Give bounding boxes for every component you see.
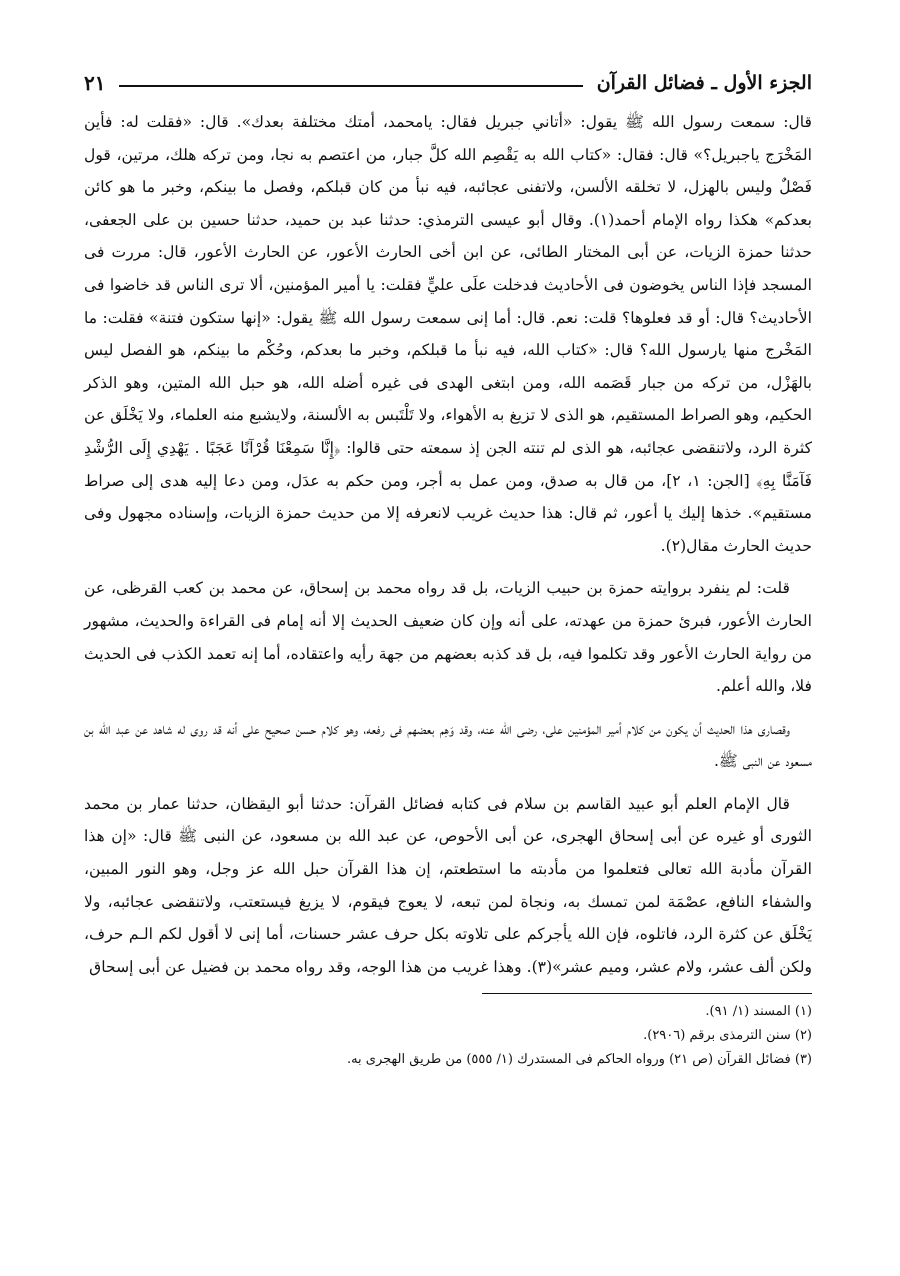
paragraph-1: قال: سمعت رسول الله ﷺ يقول: «أتاني جبريل فقال: يامحمد، أمتك مختلفة بعدك». قال: «فقلت له: فأين المَخْرَج ياجبريل؟» قال: فقال: «كتاب الله به يَقْصِم الله كلَّ جبار، من اعتصم به نجا، ومن تركه هلك، مرتين، قول فَصْلٌ وليس بالهزل، لا تخلقه الألسن، ولاتفنى عجائبه، فيه نبأ من كان قبلكم، وفصل ما بينكم، وخبر ما هو كائن بعدكم» هكذا رواه الإمام أحمد(١). وقال أبو عيسى الترمذي: حدثنا عبد بن حميد، حدثنا حسين بن على الجعفى، حدثنا حمزة الزيات، عن أبى المختار الطائى، عن ابن أخى الحارث الأعور، عن الحارث الأعور، قال: مررت فى المسجد فإذا الناس يخوضون فى الأحاديث فدخلت علَى عليٍّ فقلت: يا أمير المؤمنين، ألا ترى الناس قد خاضوا فى الأحاديث؟ قال: أو قد فعلوها؟ قلت: نعم. قال: أما إنى سمعت رسول الله ﷺ يقول: «إنها ستكون فتنة» فقلت: ما المَخْرج منها يارسول الله؟ قال: «كتاب الله، فيه نبأ ما قبلكم، وخبر ما بعدكم، وحُكْم ما بينكم، هو الفصل ليس بالهَزْل، من تركه من جبار قَصَمه الله، ومن ابتغى الهدى فى غيره أضله الله، هو حبل الله المتين، وهو الذكر الحكيم، وهو الصراط المستقيم، هو الذى لا تزيغ به الأهواء، ولا تَلْتَبس به الألسنة، ولايشبع منه العلماء، ولا يَخْلَق عن كثرة الرد، ولاتنقضى عجائبه، هو الذى لم تنته الجن إذ سمعته حتى قالوا: ﴿إِنَّا سَمِعْنَا قُرْآنًا عَجَبًا . يَهْدِي إِلَى الرُّشْدِ فَآمَنَّا بِهِ﴾ [الجن: ١، ٢]، من قال به صدق، ومن عمل به أجر، ومن حكم به عدَل، ومن دعا إليه هدى إلى صراط مستقيم». خذها إليك يا أعور، ثم قال: هذا حديث غريب لانعرفه إلا من حديث حمزة الزيات، وإسناده مجهول وفى حديث الحارث مقال(٢). xyxy=(84,113,812,555)
footnote-3: (٣) فضائل القرآن (ص ٢١) ورواه الحاكم فى المستدرك (١/ ٥٥٥) من طريق الهجرى به. xyxy=(346,1052,812,1068)
body-text xyxy=(84,106,812,983)
header-title: الجزء الأول ـ فضائل القرآن xyxy=(596,72,812,94)
paragraph-4: قال الإمام العلم أبو عبيد القاسم بن سلام فى كتابه فضائل القرآن: حدثنا أبو اليقظان، حدثنا عمار بن محمد الثورى أو غيره عن أبى إسحاق الهجرى، عن أبى الأحوص، عن عبد الله بن مسعود، عن النبى ﷺ قال: «إن هذا القرآن مأدبة الله تعالى فتعلموا من مأدبته ما استطعتم، إن هذا القرآن حبل الله عز وجل، وهو النور المبين، والشفاء النافع، عصْمَة لمن تمسك به، ونجاة لمن تبعه، لا يعوج فيقوم، لا يزيغ فيستعتب، ولاتنقضى عجائبه، ولا يَخْلَق عن كثرة الرد، فاتلوه، فإن الله يأجركم على تلاوته بكل حرف عشر حسنات، أما إنى لا أقول لكم الـم حرف، ولكن ألف عشر، ولام عشر، وميم عشر»(٣). وهذا غريب من هذا الوجه، وقد رواه محمد بن فضيل عن أبى إسحاق xyxy=(84,794,812,976)
header-rule xyxy=(119,85,582,87)
footnote-rule xyxy=(482,993,812,994)
footnote-1: (١) المسند (١/ ٩١). xyxy=(705,1004,812,1020)
footnote-2: (٢) سنن الترمذى برقم (٢٩٠٦). xyxy=(643,1028,812,1044)
page-number: ٢١ xyxy=(84,71,106,95)
paragraph-3: وقصارى هذا الحديث أن يكون من كلام أمير المؤمنين على، رضى الله عنه، وقد وَهِم بعضهم فى رفعه، وهو كلام حسن صحيح على أنه قد روى له شاهد عن عبد الله بن مسعود عن النبى ﷺ. xyxy=(84,719,812,771)
paragraph-2: قلت: لم ينفرد بروايته حمزة بن حبيب الزيات، بل قد رواه محمد بن إسحاق، عن محمد بن كعب القرظى، عن الحارث الأعور، فبرئ حمزة من عهدته، على أنه وإن كان ضعيف الحديث إلا أنه إمام فى القراءة والحديث، مشهور من رواية الحارث الأعور وقد تكلموا فيه، بل قد كذبه بعضهم من جهة رأيه واعتقاده، أما إنه تعمد الكذب فى الحديث فلا، والله أعلم. xyxy=(84,579,812,696)
running-header xyxy=(84,68,812,98)
footnotes xyxy=(84,993,812,1072)
